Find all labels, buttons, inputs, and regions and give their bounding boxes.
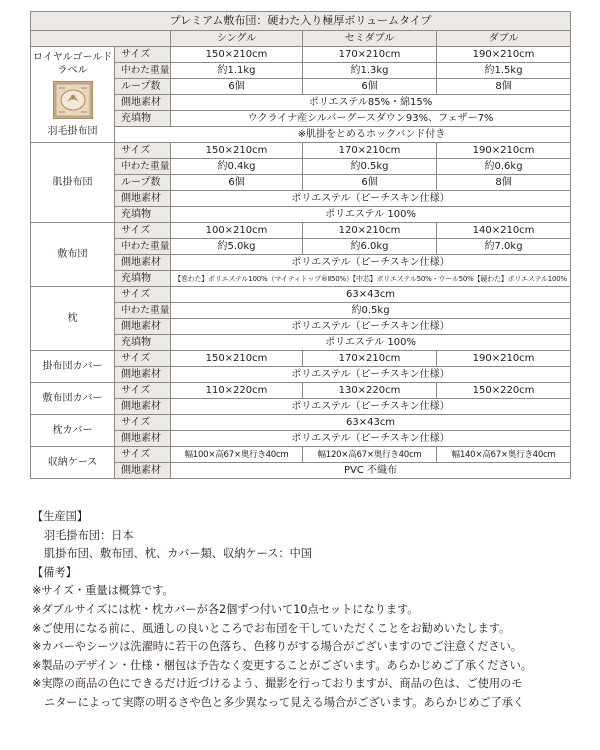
row-label: ループ数 (115, 175, 171, 191)
cell-value: 【巻わた】ポリエステル100%（マイティトップ®Ⅱ50%）【中芯】ポリエステル50%・ウール50%【硬わた】ポリエステル100% (171, 271, 571, 287)
cell-value: 約0.5kg (171, 303, 571, 319)
cell-value: 150×210cm (171, 143, 303, 159)
category-hadagake: 肌掛布団 (31, 143, 115, 223)
cell-value: 100×210cm (171, 223, 303, 239)
cell-value: 幅140×高67×奥行き40cm (437, 447, 571, 463)
cell-value: 約0.5kg (303, 159, 437, 175)
size-header-semidouble: セミダブル (303, 31, 437, 47)
category-storage-case: 収納ケース (31, 447, 115, 479)
cell-value: 150×210cm (171, 351, 303, 367)
cell-value: 120×210cm (303, 223, 437, 239)
row-label: サイズ (115, 143, 171, 159)
remark-continuation: ニターによって実際の明るさや色と多少異なって見える場合がございます。あらかじめご了承く (44, 695, 525, 709)
row-label: サイズ (115, 223, 171, 239)
row-label: サイズ (115, 47, 171, 63)
category-shikibuton: 敷布団 (31, 223, 115, 287)
cell-value: 約1.5kg (437, 63, 571, 79)
cell-value: ポリエステル85%・綿15% (171, 95, 571, 111)
cell-value: 6個 (171, 79, 303, 95)
cell-value: 約6.0kg (303, 239, 437, 255)
row-label: 側地素材 (115, 255, 171, 271)
table-row (31, 287, 571, 303)
cell-value: ポリエステル（ピーチスキン仕様） (171, 319, 571, 335)
category-royal-line3: 羽毛掛布団 (47, 126, 98, 137)
cell-value: ポリエステル 100% (171, 207, 571, 223)
remark-line: ※サイズ・重量は概算です。 (32, 584, 174, 598)
size-header-row (31, 31, 571, 47)
hook-band-note: ※肌掛をとめるホックバンド付き (115, 127, 571, 143)
cell-value: 約5.0kg (171, 239, 303, 255)
row-label: 充填物 (115, 207, 171, 223)
table-row (31, 447, 571, 463)
royal-gold-label-emblem-icon (53, 81, 93, 119)
cell-value: 110×220cm (171, 383, 303, 399)
row-label: 中わた重量 (115, 239, 171, 255)
cell-value: 幅100×高67×奥行き40cm (171, 447, 303, 463)
remark-line: ※実際の商品の色にできるだけ近づけるよう、撮影を行っておりますが、商品の色は、ご使用のモ (32, 677, 523, 691)
row-label: サイズ (115, 351, 171, 367)
row-label: 充填物 (115, 335, 171, 351)
cell-value: 幅120×高67×奥行き40cm (303, 447, 437, 463)
notes-section (32, 508, 572, 713)
cell-value: 190×210cm (437, 351, 571, 367)
cell-value: 8個 (437, 79, 571, 95)
table-row (31, 143, 571, 159)
cell-value: 190×210cm (437, 47, 571, 63)
category-royal-line2: ラベル (57, 65, 88, 76)
row-label: サイズ (115, 415, 171, 431)
table-row (31, 383, 571, 399)
cell-value: 170×210cm (303, 143, 437, 159)
row-label: ループ数 (115, 79, 171, 95)
remark-line: ※ご使用になる前に、風通しの良いところでお布団を干していただくことをお勧めいたします。 (32, 621, 511, 635)
cell-value: 約7.0kg (437, 239, 571, 255)
row-label: 側地素材 (115, 431, 171, 447)
table-row (31, 47, 571, 63)
cell-value: 約0.4kg (171, 159, 303, 175)
cell-value: 140×210cm (437, 223, 571, 239)
row-label: サイズ (115, 383, 171, 399)
table-title: プレミアム敷布団：硬わた入り極厚ボリュームタイプ (31, 12, 571, 31)
table-title-row (31, 12, 571, 31)
cell-value: 150×220cm (437, 383, 571, 399)
row-label: 中わた重量 (115, 159, 171, 175)
cell-value: ポリエステル（ピーチスキン仕様） (171, 431, 571, 447)
category-makura: 枕 (31, 287, 115, 351)
origin-line: 肌掛布団、敷布団、枕、カバー類、収納ケース：中国 (44, 547, 312, 561)
category-shiki-cover: 敷布団カバー (31, 383, 115, 415)
row-label: 側地素材 (115, 95, 171, 111)
row-label: 側地素材 (115, 463, 171, 479)
row-label: 側地素材 (115, 367, 171, 383)
spec-table (30, 11, 571, 479)
cell-value: ポリエステル 100% (171, 335, 571, 351)
remark-line: ※ダブルサイズには枕・枕カバーが各2個ずつ付いて10点セットになります。 (32, 602, 419, 616)
cell-value: 6個 (171, 175, 303, 191)
cell-value: 8個 (437, 175, 571, 191)
row-label: 中わた重量 (115, 303, 171, 319)
cell-value: ポリエステル（ピーチスキン仕様） (171, 367, 571, 383)
row-label: 中わた重量 (115, 63, 171, 79)
cell-value: ポリエステル（ピーチスキン仕様） (171, 191, 571, 207)
origin-line: 羽毛掛布団：日本 (44, 528, 134, 542)
cell-value: 6個 (303, 79, 437, 95)
cell-value: ウクライナ産シルバーグースダウン93%、フェザー7% (171, 111, 571, 127)
cell-value: 130×220cm (303, 383, 437, 399)
cell-value: 190×210cm (437, 143, 571, 159)
cell-value: ポリエステル（ピーチスキン仕様） (171, 399, 571, 415)
table-row (31, 415, 571, 431)
category-makura-cover: 枕カバー (31, 415, 115, 447)
remark-line: ※製品のデザイン・仕様・梱包は予告なく変更することがございます。あらかじめご了承ください。 (32, 658, 532, 672)
cell-value: 150×210cm (171, 47, 303, 63)
table-row (31, 351, 571, 367)
remarks-heading: 【備考】 (32, 565, 77, 579)
row-label: 充填物 (115, 111, 171, 127)
row-label: 充填物 (115, 271, 171, 287)
row-label: 側地素材 (115, 319, 171, 335)
table-row (31, 223, 571, 239)
size-header-double: ダブル (437, 31, 571, 47)
size-header-single: シングル (171, 31, 303, 47)
cell-value: 約0.6kg (437, 159, 571, 175)
category-royal (31, 47, 115, 143)
cell-value: 63×43cm (171, 415, 571, 431)
origin-heading: 【生産国】 (32, 510, 88, 523)
remark-line: ※カバーやシーツは洗濯時に若干の色落ち、色移りがする場合がございますのでご注意ください。 (32, 640, 522, 654)
category-kake-cover: 掛布団カバー (31, 351, 115, 383)
cell-value: 170×210cm (303, 351, 437, 367)
cell-value: 約1.3kg (303, 63, 437, 79)
cell-value: PVC 不織布 (171, 463, 571, 479)
cell-value: 約1.1kg (171, 63, 303, 79)
cell-value: 6個 (303, 175, 437, 191)
row-label: 側地素材 (115, 191, 171, 207)
cell-value: 63×43cm (171, 287, 571, 303)
cell-value: ポリエステル（ピーチスキン仕様） (171, 255, 571, 271)
row-label: サイズ (115, 447, 171, 463)
row-label: サイズ (115, 287, 171, 303)
row-label: 側地素材 (115, 399, 171, 415)
header-spacer (31, 31, 171, 47)
cell-value: 170×210cm (303, 47, 437, 63)
category-royal-line1: ロイヤルゴールド (33, 52, 113, 63)
